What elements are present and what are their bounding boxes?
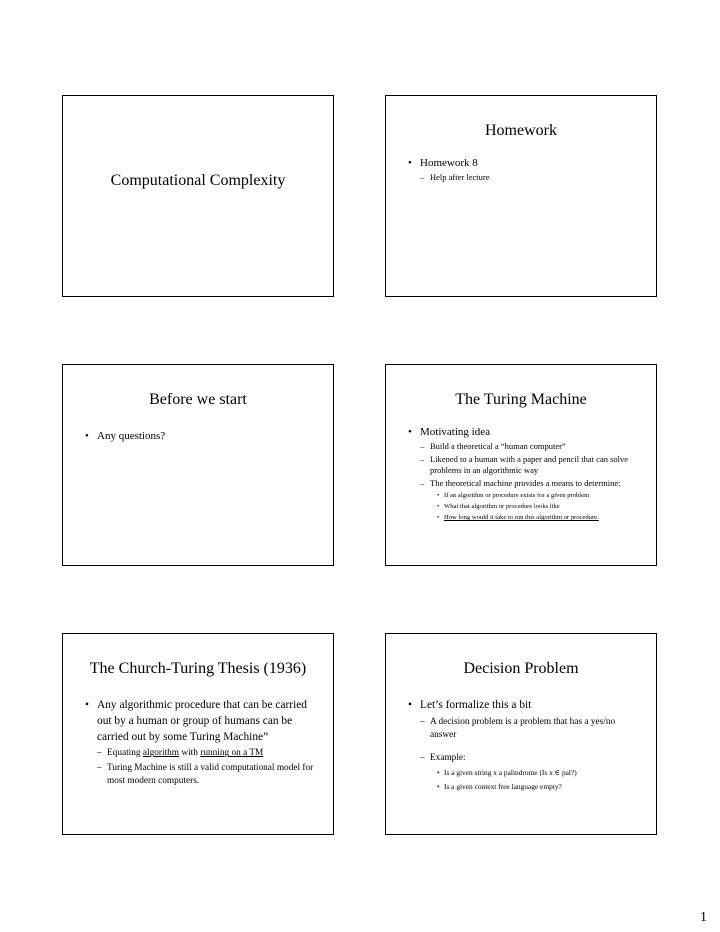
sub-bullet-text: Equating: [107, 748, 143, 759]
sub-bullet: – Help after lecture: [408, 172, 642, 184]
underlined-term: algorithm: [142, 748, 180, 759]
slide-title: The Church-Turing Thesis (1936): [89, 660, 307, 677]
slide-title: Before we start: [149, 391, 247, 408]
bullet: • Motivating idea: [408, 425, 642, 439]
slide-decision-problem: [385, 633, 657, 835]
slide-content: [85, 698, 319, 790]
slide-content: [408, 698, 642, 794]
sub-sub-bullet: • How long would it take to run this algorithm or procedure.: [408, 512, 642, 523]
slide-computational-complexity: [62, 95, 334, 297]
slide-turing-machine: [385, 364, 657, 566]
sub-bullet: – A decision problem is a problem that has a yes/no answer: [408, 716, 642, 743]
sub-bullet: [85, 747, 319, 760]
slide-content: [85, 429, 319, 445]
slide-content: [408, 156, 642, 185]
sub-bullet: – The theoretical machine provides a means to determine:: [408, 478, 642, 490]
slide-church-turing-thesis: [62, 633, 334, 835]
bullet: • Let’s formalize this a bit: [408, 698, 642, 714]
slide-before-we-start: [62, 364, 334, 566]
slide-content: [408, 425, 642, 524]
slide-title: Computational Complexity: [110, 172, 286, 189]
sub-bullet: – Likened to a human with a paper and pencil that can solve problems in an algorithmic way: [408, 454, 642, 477]
bullet: • Any questions?: [85, 429, 319, 443]
bullet: • Homework 8: [408, 156, 642, 170]
sub-bullet: – Build a theoretical a “human computer”: [408, 441, 642, 453]
sub-bullet-text: with: [179, 748, 201, 759]
slide-homework: [385, 95, 657, 297]
underlined-term: running on a TM: [200, 748, 264, 759]
page-number: 1: [700, 910, 707, 925]
bullet: • Any algorithmic procedure that can be carried out by a human or group of humans can be carried out by some Turing Machine”: [85, 698, 319, 745]
sub-sub-bullet: • If an algorithm or procedure exists for a given problem: [408, 490, 642, 501]
sub-sub-bullet: • What that algorithm or procedure looks like: [408, 501, 642, 512]
sub-sub-bullet: • Is a given context free language empty?: [408, 780, 642, 794]
slide-title: Homework: [485, 122, 557, 139]
sub-bullet: – Example:: [408, 752, 642, 765]
sub-bullet: – Turing Machine is still a valid computational model for most modern computers.: [85, 762, 319, 789]
slide-title: The Turing Machine: [455, 391, 587, 408]
sub-sub-bullet: • Is a given string x a palindrome (Is x ∈ pal?): [408, 766, 642, 780]
slide-title: Decision Problem: [463, 660, 579, 677]
